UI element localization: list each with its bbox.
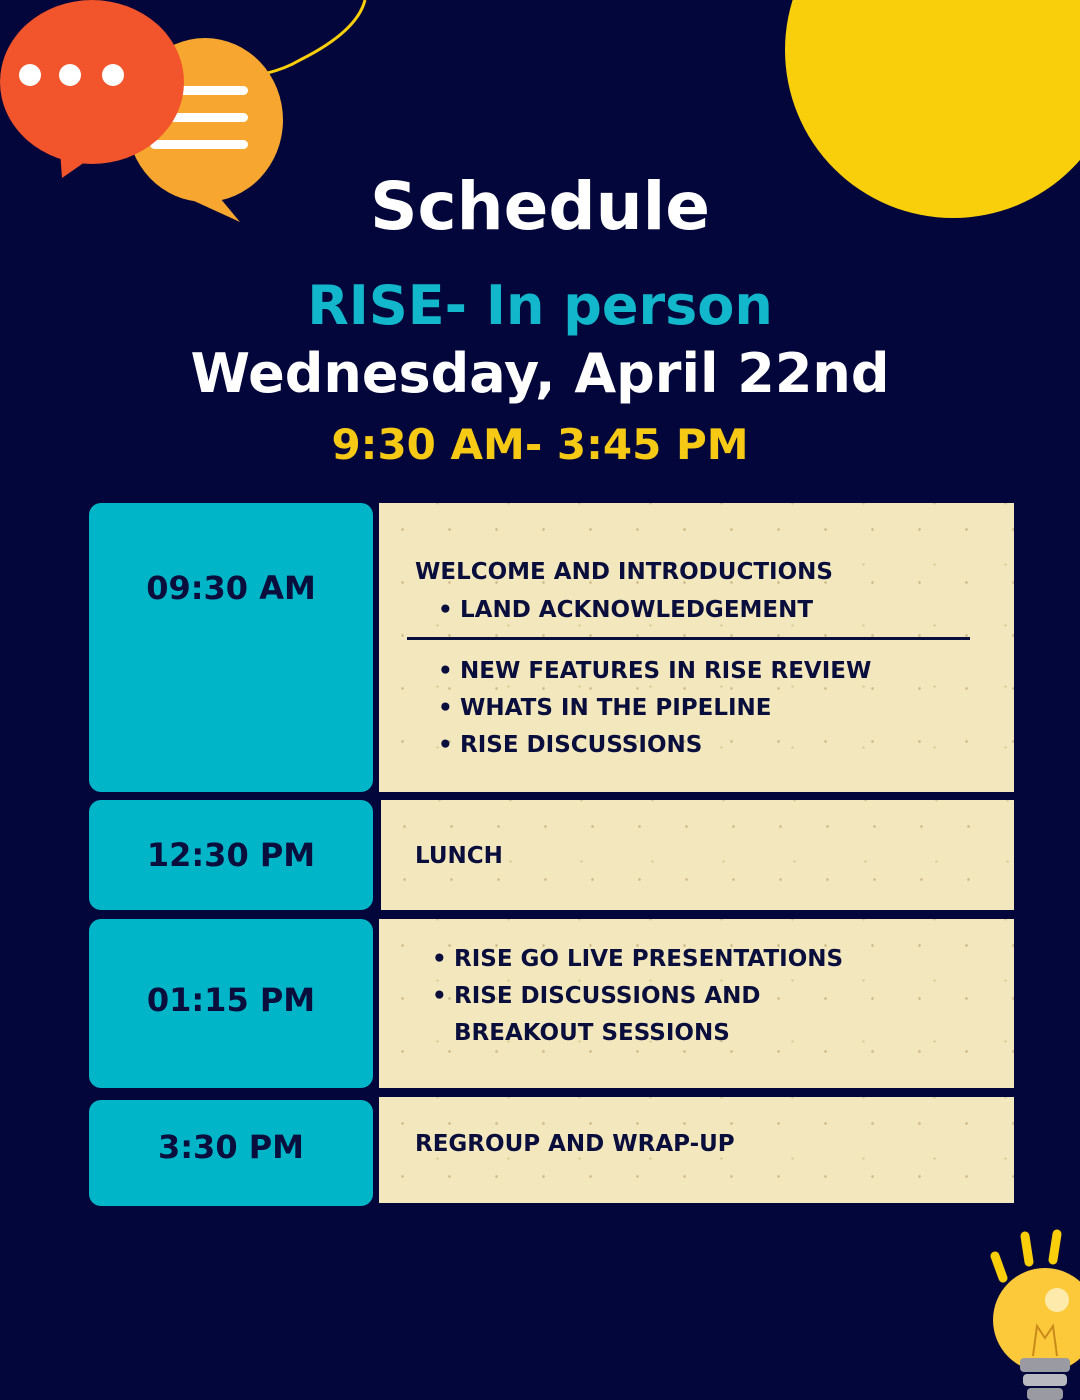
divider bbox=[407, 637, 970, 640]
session-cell-1 bbox=[379, 503, 1014, 792]
time-label: 09:30 AM bbox=[146, 569, 316, 607]
session-heading: LUNCH bbox=[415, 843, 503, 869]
time-label: 12:30 PM bbox=[146, 836, 316, 874]
session-heading: REGROUP AND WRAP-UP bbox=[415, 1131, 735, 1157]
session-bullet: • WHATS IN THE PIPELINE bbox=[460, 695, 772, 721]
session-bullet: • NEW FEATURES IN RISE REVIEW bbox=[460, 658, 871, 684]
event-date: Wednesday, April 22nd bbox=[190, 342, 890, 405]
session-bullet: • LAND ACKNOWLEDGEMENT bbox=[460, 597, 813, 623]
time-cell-1 bbox=[89, 503, 373, 792]
session-cell-4 bbox=[379, 1097, 1014, 1203]
session-heading: WELCOME AND INTRODUCTIONS bbox=[415, 559, 833, 585]
session-cell-3 bbox=[379, 919, 1014, 1088]
session-bullet-continuation: BREAKOUT SESSIONS bbox=[454, 1020, 730, 1046]
lightbulb-icon bbox=[985, 1228, 1080, 1400]
time-label: 01:15 PM bbox=[146, 981, 316, 1019]
time-cell-4 bbox=[89, 1100, 373, 1206]
event-subtitle: RISE- In person bbox=[307, 274, 773, 337]
session-bullet: • RISE DISCUSSIONS bbox=[460, 732, 702, 758]
time-cell-3 bbox=[89, 919, 373, 1088]
session-cell-2 bbox=[381, 800, 1014, 910]
time-cell-2 bbox=[89, 800, 373, 910]
session-bullet: • RISE GO LIVE PRESENTATIONS bbox=[454, 946, 843, 972]
page-title: Schedule bbox=[369, 168, 711, 245]
event-hours: 9:30 AM- 3:45 PM bbox=[331, 420, 749, 469]
session-bullet: • RISE DISCUSSIONS AND bbox=[454, 983, 761, 1009]
time-label: 3:30 PM bbox=[157, 1128, 305, 1166]
